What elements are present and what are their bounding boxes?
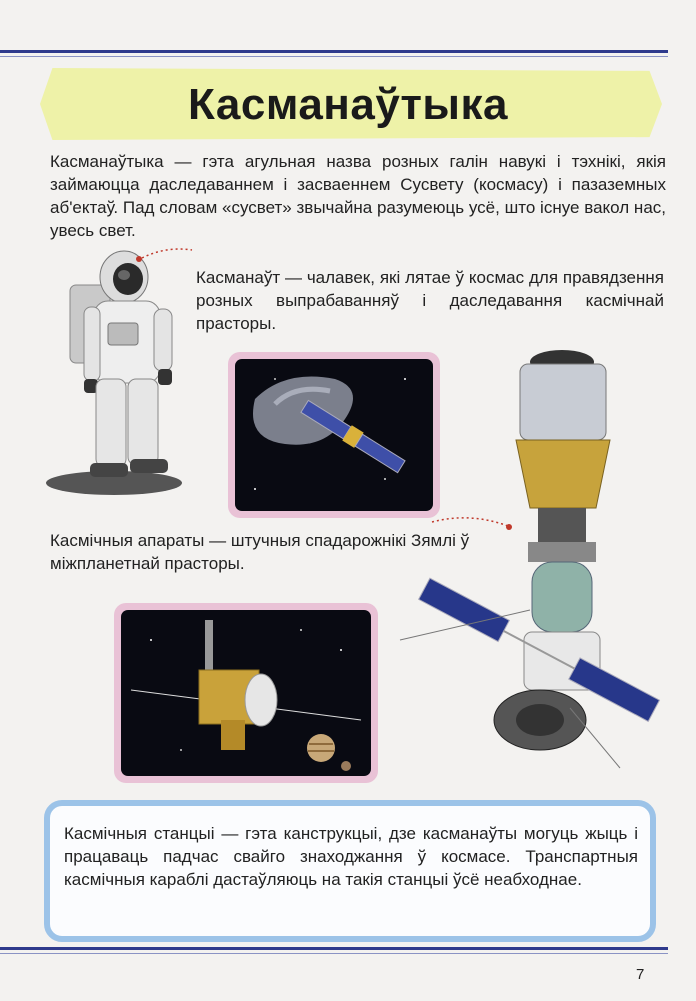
page-number: 7 bbox=[636, 966, 645, 983]
comet-photo bbox=[235, 359, 433, 511]
probe-photo-frame bbox=[114, 603, 378, 783]
astronaut-illustration bbox=[44, 245, 184, 495]
space-probe-image bbox=[121, 610, 371, 776]
bottom-rule bbox=[0, 947, 668, 950]
astronaut-definition: Касманаўт — чалавек, які лятае ў космас для правядзення розных выпрабаванняў і даследавання касмічнай прасторы. bbox=[196, 268, 664, 333]
bottom-rule-thin bbox=[0, 953, 668, 954]
space-station-illustration bbox=[420, 348, 650, 788]
top-rule bbox=[0, 50, 668, 53]
probe-photo bbox=[121, 610, 371, 776]
comet-spacecraft-image bbox=[235, 359, 433, 511]
page-title: Касманаўтыка bbox=[188, 80, 508, 129]
comet-photo-frame bbox=[228, 352, 440, 518]
station-definition: Касмічныя станцыі — гэта канструкцыі, дзе касманаўты могуць жыць і працаваць падчас свайго знаходжання ў космасе. Транспартныя касмічныя караблі дастаўляюць на такія станцыі ўсё неабходнае. bbox=[64, 824, 638, 889]
intro-paragraph: Касманаўтыка — гэта агульная назва розных галін навукі і тэхнікі, якія займаюцца даследаваннем і засваеннем Сусвету (космасу) і пазаземных аб'ектаў. Пад словам «сусвет» звычайна разумеюць усё, што існуе вакол нас, увесь свет. bbox=[50, 152, 666, 240]
apparatus-definition: Касмічныя апараты — штучныя спадарожнікі Зямлі ў міжпланетнай прасторы. bbox=[50, 531, 470, 573]
top-rule-thin bbox=[0, 56, 668, 57]
astronaut-pointer bbox=[136, 244, 196, 264]
